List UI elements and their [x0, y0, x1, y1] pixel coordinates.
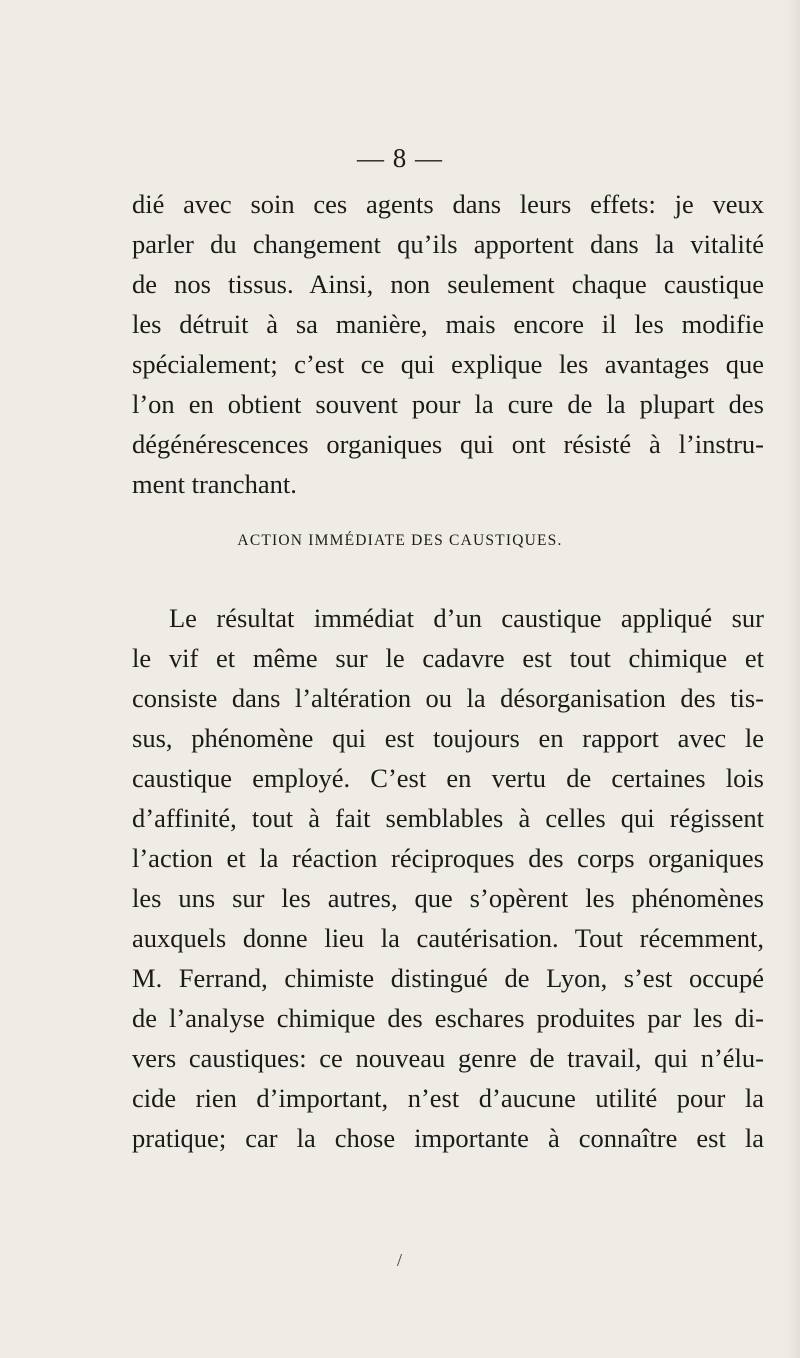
text-line: auxquels donne lieu la cautérisation. Tout récemment,: [132, 923, 764, 953]
paragraph-intro: [132, 184, 764, 504]
text-line: d’affinité, tout à fait semblables à celles qui régissent: [132, 803, 764, 833]
stray-mark: /: [397, 1250, 403, 1270]
text-line: vers caustiques: ce nouveau genre de travail, qui n’élu-: [132, 1043, 764, 1073]
text-line: parler du changement qu’ils apportent dans la vitalité: [132, 229, 764, 259]
text-line: le vif et même sur le cadavre est tout chimique et: [132, 643, 764, 673]
text-line: pratique; car la chose importante à connaître est la: [132, 1123, 764, 1153]
text-line: de l’analyse chimique des eschares produites par les di-: [132, 1003, 764, 1033]
page-number: — 8 —: [357, 143, 443, 173]
text-line: spécialement; c’est ce qui explique les avantages que: [132, 349, 764, 379]
text-line: les uns sur les autres, que s’opèrent les phénomènes: [132, 883, 764, 913]
text-line: ment tranchant.: [132, 469, 297, 499]
text-line: l’action et la réaction réciproques des corps organiques: [132, 843, 764, 873]
text-line: Le résultat immédiat d’un caustique appliqué sur: [169, 603, 764, 633]
text-line: l’on en obtient souvent pour la cure de la plupart des: [132, 389, 764, 419]
text-line: cide rien d’important, n’est d’aucune utilité pour la: [132, 1083, 764, 1113]
text-line: dégénérescences organiques qui ont résisté à l’instru-: [132, 429, 764, 459]
page-edge-shadow: [786, 0, 800, 1358]
text-line: M. Ferrand, chimiste distingué de Lyon, s’est occupé: [132, 963, 764, 993]
text-line: caustique employé. C’est en vertu de certaines lois: [132, 763, 764, 793]
text-line: de nos tissus. Ainsi, non seulement chaque caustique: [132, 269, 764, 299]
text-line: les détruit à sa manière, mais encore il les modifie: [132, 309, 764, 339]
paragraph-action: [132, 598, 764, 1158]
text-line: sus, phénomène qui est toujours en rapport avec le: [132, 723, 764, 753]
text-line: dié avec soin ces agents dans leurs effets: je veux: [132, 189, 764, 219]
text-line: consiste dans l’altération ou la désorganisation des tis-: [132, 683, 764, 713]
section-heading: ACTION IMMÉDIATE DES CAUSTIQUES.: [237, 532, 563, 549]
